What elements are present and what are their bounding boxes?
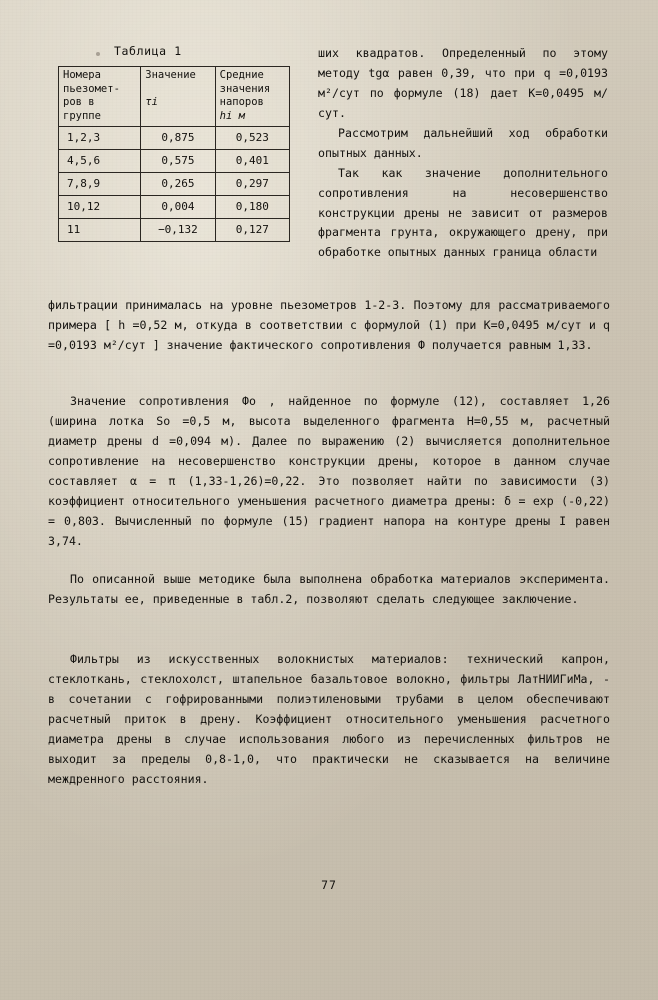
table-row [59, 126, 290, 149]
table-row [59, 149, 290, 172]
page-number: 77 [321, 878, 337, 892]
table-row [59, 218, 290, 241]
cell-group: 4,5,6 [59, 149, 141, 172]
right-paragraph-1: ших квадратов. Определенный по этому методу tgα равен 0,39, что при q =0,0193 м²/сут по формуле (18) дает К=0,0495 м/сут. [318, 46, 608, 120]
cell-head: 0,523 [215, 126, 289, 149]
table-header-row [59, 67, 290, 127]
cell-head: 0,180 [215, 195, 289, 218]
cell-group: 1,2,3 [59, 126, 141, 149]
header-line: Номера [63, 69, 101, 81]
table-caption: Таблица 1 [114, 44, 182, 58]
body-paragraph-2: Значение сопротивления Фо , найденное по формуле (12), составляет 1,26 (ширина лотка Sо =0,5 м, высота выделенного фрагмента Н=0,55 м, расчетный диаметр дрены d =0,094 м). Далее по выражению (2) вычисляется дополнительное сопротивление на несовершенство конструкции дрены, которое в данном случае составляет α = π (1,33-1,26)=0,22. Это позволяет найти по зависимости (3) коэффициент относительного уменьшения расчетного диаметра дрены: δ = exp (-0,22) = 0,803. Вычисленный по формуле (15) градиент напора на контуре дрены I равен 3,74. [48, 394, 610, 548]
right-column [318, 44, 608, 263]
header-line: ров в [63, 96, 95, 109]
table-head [59, 67, 290, 127]
cell-group: 10,12 [59, 195, 141, 218]
cell-tau: 0,575 [141, 149, 215, 172]
cell-head: 0,401 [215, 149, 289, 172]
table-row [59, 195, 290, 218]
header-line: группе [63, 109, 101, 122]
cell-head: 0,297 [215, 172, 289, 195]
right-paragraph-2: Рассмотрим дальнейший ход обработки опытных данных. [318, 125, 608, 160]
cell-group: 11 [59, 218, 141, 241]
body-paragraph-4-wrap [48, 650, 610, 790]
piezometer-table [58, 66, 290, 242]
table-row [59, 172, 290, 195]
table-header-cell-1 [141, 67, 215, 127]
header-line: Средние [219, 69, 264, 81]
cell-head: 0,127 [215, 218, 289, 241]
body-paragraph-4: Фильтры из искусственных волокнистых материалов: технический капрон, стеклоткань, стеклохолст, штапельное базальтовое волокно, фильтры ЛатНИИГиМа, - в сочетании с гофрированными полиэтиленовыми трубами в целом обеспечивают расчетный приток в дрену. Коэффициент относительного уменьшения расчетного диаметра дрены в случае использования любого из перечисленных фильтров не выходит за пределы 0,8-1,0, что практически не сказывается на величине междренного расстояния. [48, 652, 610, 786]
table-header-cell-0 [59, 67, 141, 127]
right-paragraph-3: Так как значение дополнительного сопротивления на несовершенство конструкции дрены не зависит от размеров фрагмента грунта, окружающего дрену, при обработке опытных данных граница области [318, 165, 608, 260]
header-line: Значение [145, 69, 196, 81]
header-symbol-tau: τi [145, 96, 158, 109]
body-paragraph-3-wrap [48, 570, 610, 610]
body-paragraph-1: фильтрации принималась на уровне пьезометров 1-2-3. Поэтому для рассматриваемого примера [ h =0,52 м, откуда в соответствии с формулой (1) при К=0,0495 м/сут и q =0,0193 м²/сут ] значение фактического сопротивления Ф получается равным 1,33. [48, 298, 610, 352]
table-body [59, 126, 290, 241]
cell-tau: 0,265 [141, 172, 215, 195]
header-line: напоров [219, 96, 264, 109]
header-symbol-h: hi м [219, 109, 245, 122]
header-line: значения [219, 82, 271, 95]
body-paragraph-2-wrap [48, 392, 610, 552]
body-paragraph-3: По описанной выше методике была выполнена обработка материалов эксперимента. Результаты ее, приведенные в табл.2, позволяют сделать следующее заключение. [48, 572, 610, 606]
cell-group: 7,8,9 [59, 172, 141, 195]
table-block [58, 44, 298, 242]
header-line: пьезомет- [63, 82, 120, 95]
cell-tau: 0,875 [141, 126, 215, 149]
table-header-cell-2 [215, 67, 289, 127]
cell-tau: −0,132 [141, 218, 215, 241]
body-paragraph-1-wrap [48, 296, 610, 356]
cell-tau: 0,004 [141, 195, 215, 218]
